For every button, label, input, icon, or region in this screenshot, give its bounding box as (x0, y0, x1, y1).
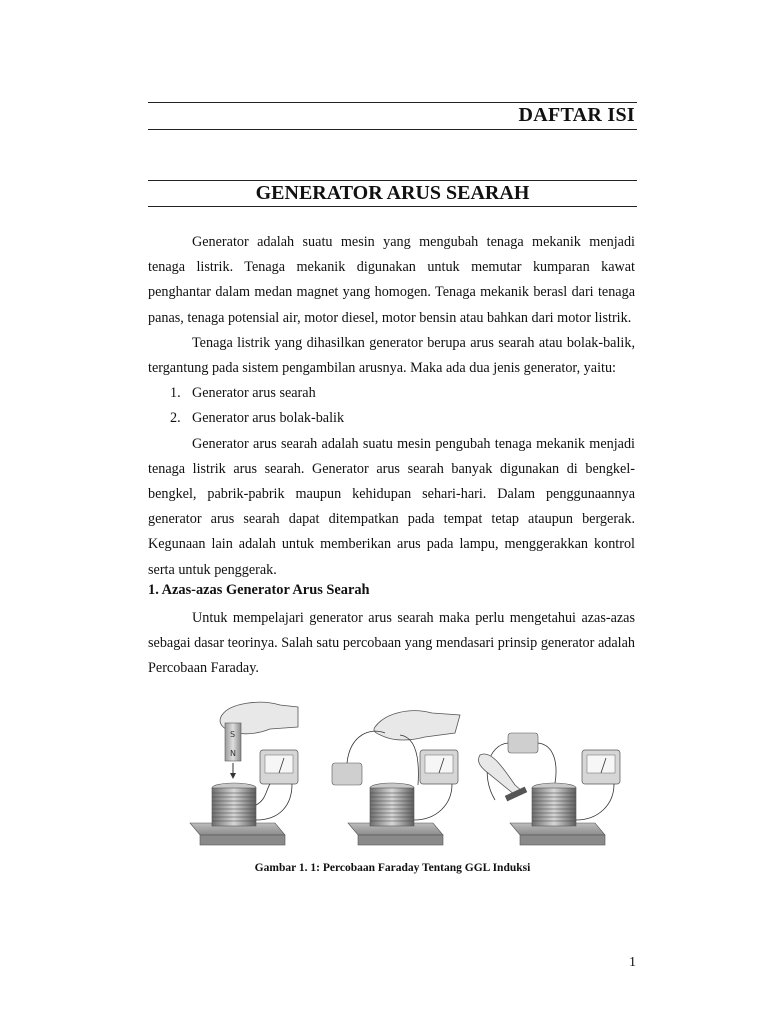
page-number: 1 (629, 955, 636, 970)
paragraph-3: Generator arus searah adalah suatu mesin pengubah tenaga mekanik menjadi tenaga listrik arus searah. Generator arus searah banyak digunakan di bengkel-bengkel, pabrik-pabrik maupun kehidupan sehari-hari. Dalam penggunaannya generator arus searah dapat ditempatkan pada tempat tetap ataupun bergerak. Kegunaan lain adalah untuk memberikan arus pada lampu, menggerakkan kontrol serta untuk penggerak. (148, 435, 635, 578)
list-text: Generator arus bolak-balik (192, 410, 345, 427)
figure-caption: Gambar 1. 1: Percobaan Faraday Tentang GGL Induksi (254, 862, 531, 874)
subsection-paragraph: Untuk mempelajari generator arus searah maka perlu mengetahui azas-azas sebagai dasar teorinya. Salah satu percobaan yang mendasari prinsip generator adalah Percobaan Faraday. (148, 610, 635, 677)
main-text (148, 230, 635, 583)
generator-type-list (148, 381, 635, 431)
coil (370, 788, 414, 826)
list-text: Generator arus searah (192, 385, 316, 402)
faraday-experiment-figure (170, 695, 640, 860)
hand-icon (374, 711, 460, 740)
subsection-text (148, 606, 635, 682)
coil (212, 788, 256, 826)
panel-moving-magnet (190, 702, 298, 845)
list-number: 1. (170, 385, 181, 402)
battery (508, 733, 538, 753)
magnet-label-n: N (230, 749, 236, 758)
list-item (148, 406, 635, 431)
section-top-rule (148, 180, 637, 181)
subsection-heading: 1. Azas-azas Generator Arus Searah (148, 582, 370, 598)
list-item (148, 381, 635, 406)
faraday-illustration (170, 695, 640, 860)
coil (532, 788, 576, 826)
list-number: 2. (170, 410, 181, 427)
header-title: DAFTAR ISI (518, 104, 635, 126)
section-bottom-rule (148, 206, 637, 207)
paragraph-1: Generator adalah suatu mesin yang mengubah tenaga mekanik menjadi tenaga listrik. Tenaga mekanik digunakan untuk memutar kumparan kawat penghantar dalam medan magnet yang homogen. Tenaga mekanik berasl dari tenaga panas, tenaga potensial air, motor diesel, motor bensin atau bahkan dari motor listrik. (148, 234, 635, 326)
magnet-label-s: S (230, 730, 236, 739)
panel-switch-circuit (332, 711, 460, 845)
hand-icon (478, 754, 522, 795)
header-top-rule (148, 102, 637, 103)
header-bottom-rule (148, 129, 637, 130)
paragraph-2: Tenaga listrik yang dihasilkan generator berupa arus searah atau bolak-balik, tergantung pada sistem pengambilan arusnya. Maka ada dua jenis generator, yaitu: (148, 334, 635, 377)
panel-battery-switch (478, 733, 620, 845)
section-title: GENERATOR ARUS SEARAH (255, 182, 530, 204)
battery (332, 763, 362, 785)
